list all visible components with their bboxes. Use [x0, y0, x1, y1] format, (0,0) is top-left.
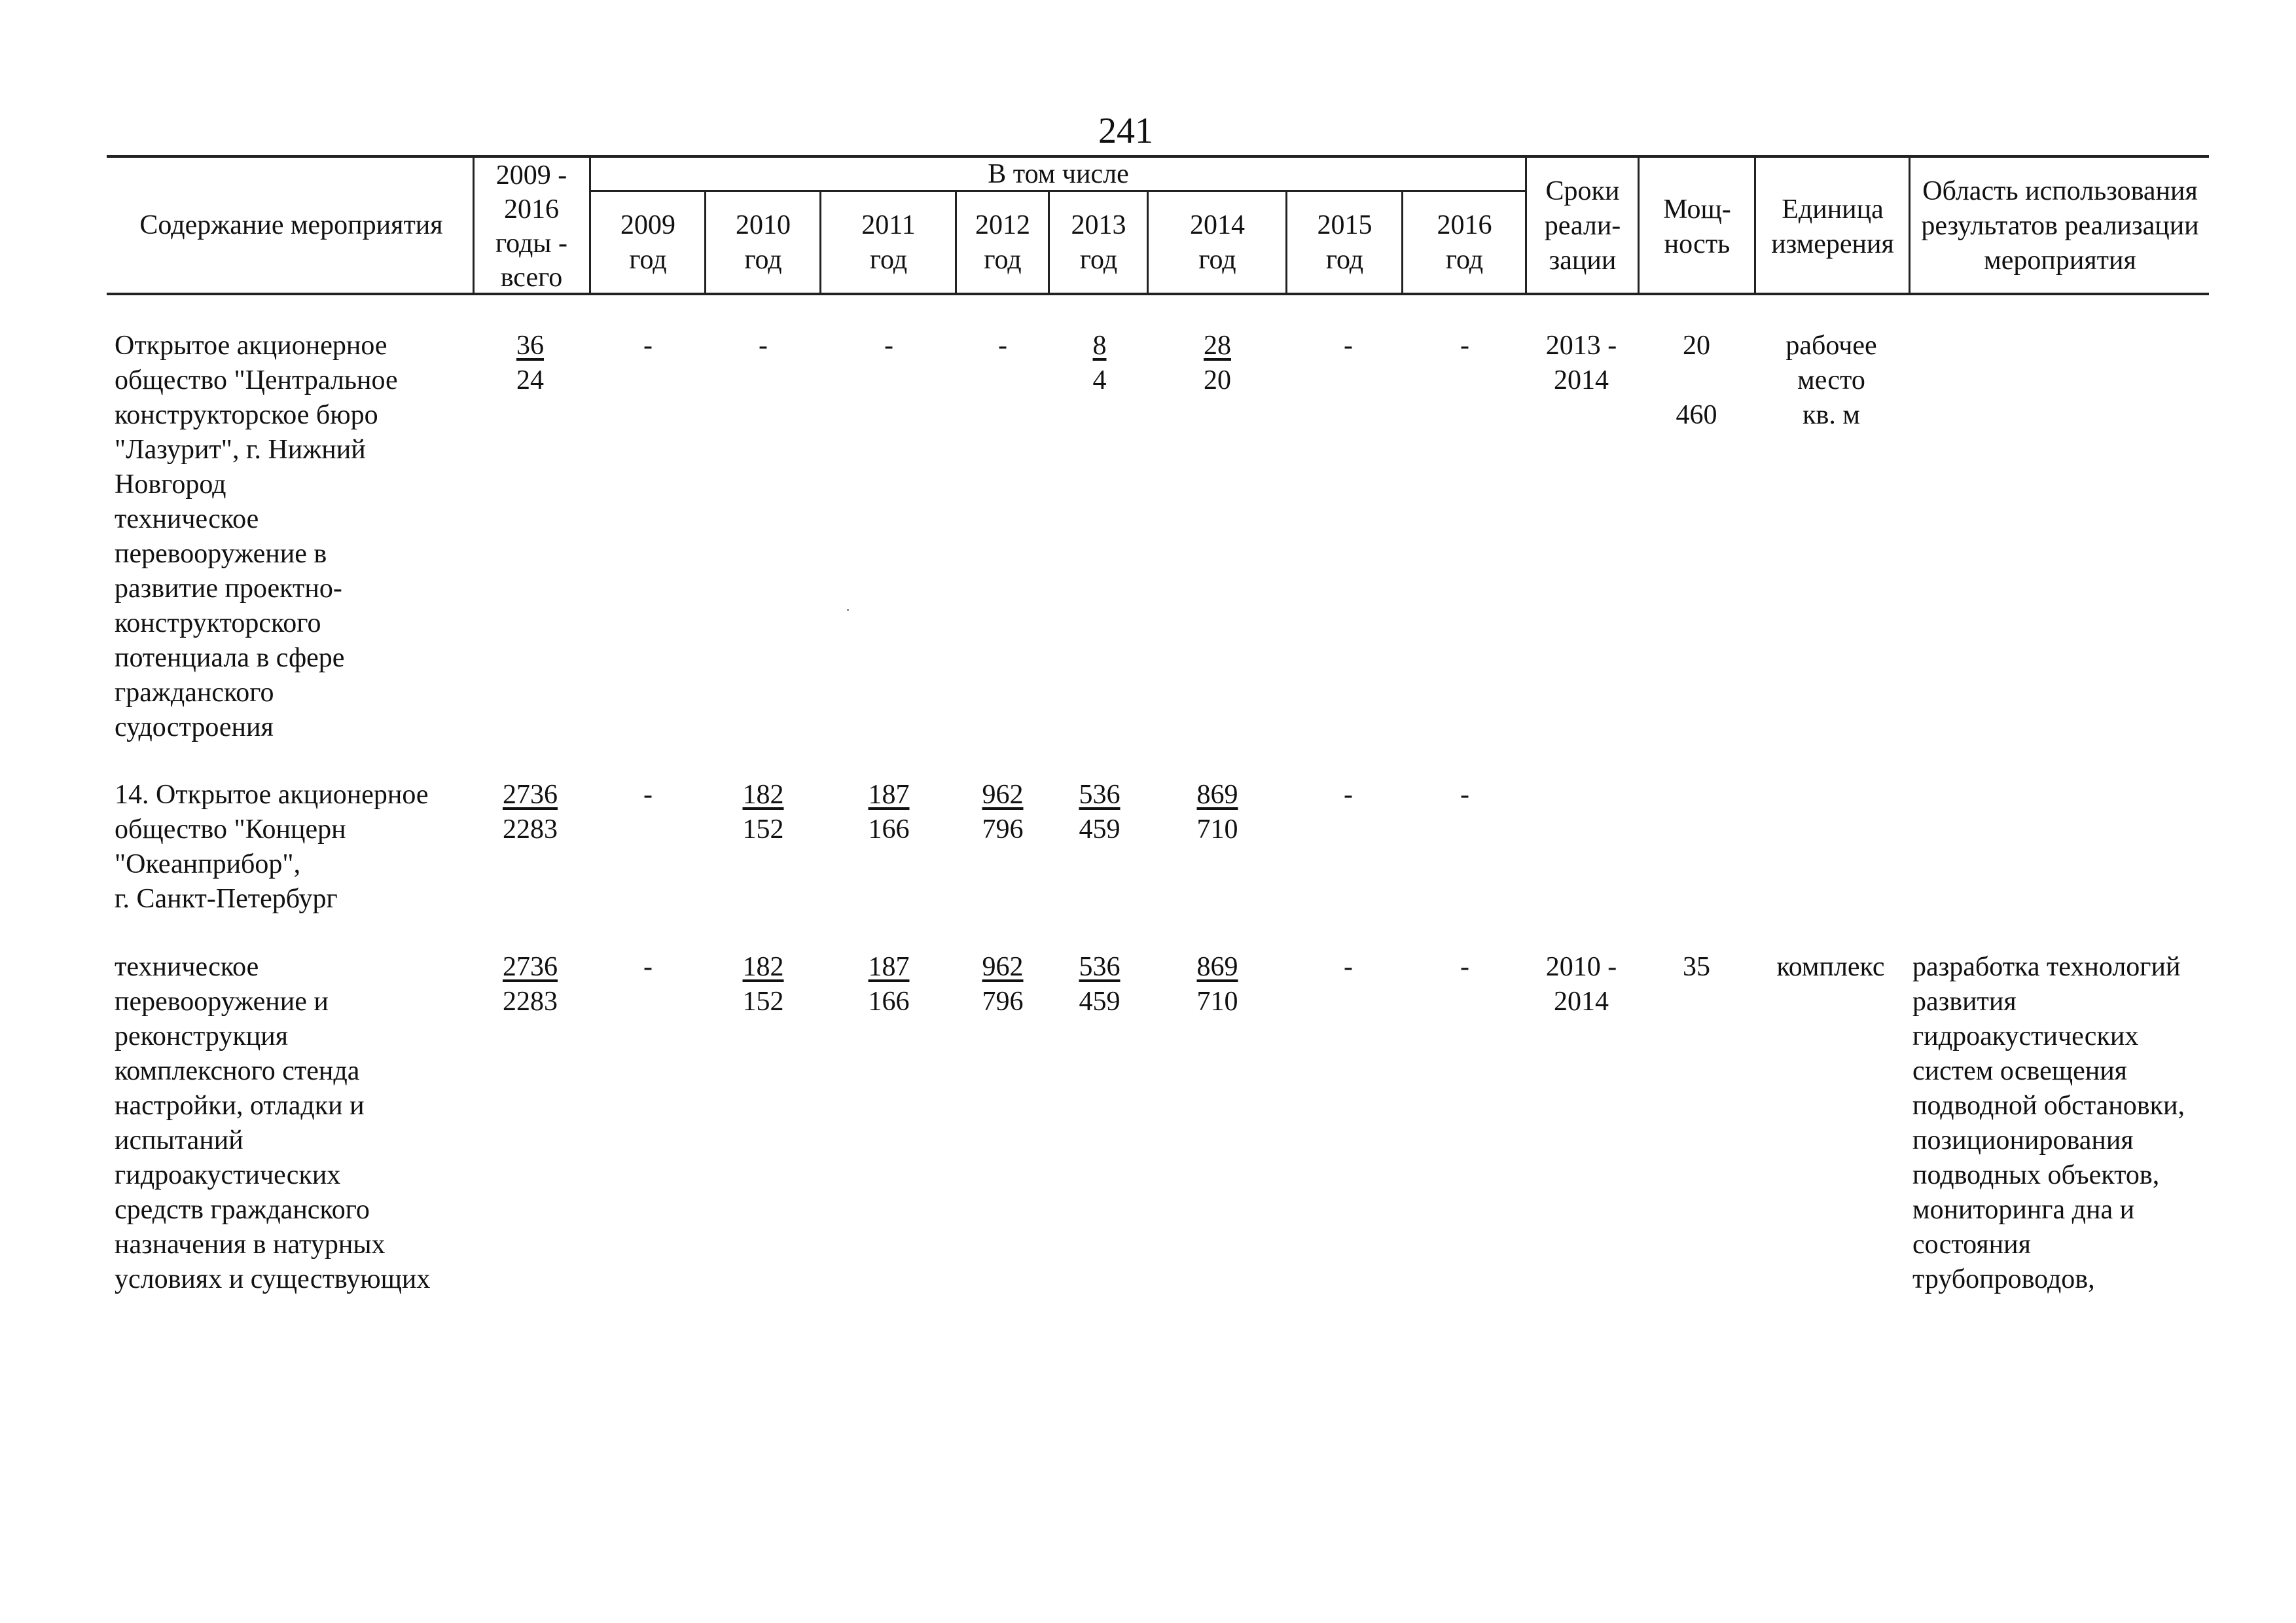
header-divider: [589, 156, 591, 294]
value-bottom: 796: [982, 987, 1024, 1017]
row-content: Открытое акционерное общество "Центральное конструкторское бюро "Лазурит", г. Нижний Новгород техническое перевооружение в развитие проектно- конструкторского потенциала в сфере гражданского судостроения: [115, 331, 398, 742]
value-top: 36: [516, 331, 544, 361]
header-total: 2009 - 2016 годы - всего: [495, 160, 568, 293]
year-label: 2011: [861, 210, 916, 240]
cell-2013: [1054, 778, 1145, 847]
cell-2013: [1054, 950, 1145, 1019]
header-divider: [473, 156, 475, 294]
cell-2011: [843, 778, 935, 847]
scan-speck: [847, 609, 849, 611]
value-bottom: 152: [742, 814, 784, 845]
cell-capacity: 35: [1683, 952, 1710, 982]
header-divider: [1525, 156, 1527, 294]
cell-2014: [1172, 950, 1263, 1019]
header-divider: [1401, 191, 1403, 294]
year-unit: год: [869, 245, 908, 275]
cell-2010: [717, 950, 809, 1019]
cell-2012: [957, 778, 1049, 847]
cell-terms: 2010 - 2014: [1545, 952, 1617, 1017]
cell-2015: -: [1344, 331, 1353, 361]
year-label: 2010: [736, 210, 791, 240]
value-bottom: 2283: [503, 987, 558, 1017]
header-divider: [1285, 191, 1287, 294]
value-top: 536: [1079, 780, 1121, 810]
cell-2011: -: [884, 331, 893, 361]
cell-2010: -: [759, 331, 768, 361]
header-year-2012: [958, 208, 1048, 278]
year-unit: год: [984, 245, 1022, 275]
value-top: 187: [868, 952, 910, 982]
value-bottom: 2283: [503, 814, 558, 845]
value-top: 2736: [503, 952, 558, 982]
cell-2009: -: [643, 780, 653, 810]
row-content: техническое перевооружение и реконструкция комплексного стенда настройки, отладки и испытаний гидроакустических средств гражданского назначения в натурных условиях и существующих: [115, 952, 431, 1294]
year-label: 2013: [1071, 210, 1126, 240]
cell-total: [484, 950, 576, 1019]
cell-2012: -: [998, 331, 1007, 361]
header-terms: Сроки реали- зации: [1544, 176, 1621, 276]
header-divider: [1638, 156, 1640, 294]
header-year-2009: [592, 208, 704, 278]
header-year-2014: [1149, 208, 1285, 278]
value-bottom: 459: [1079, 987, 1121, 1017]
cell-total: [484, 778, 576, 847]
value-bottom: 459: [1079, 814, 1121, 845]
cell-area: разработка технологий развития гидроакустических систем освещения подводной обстановки, позиционирования подводных объектов, мониторинга дна и состояния трубопроводов,: [1912, 952, 2185, 1294]
cell-2009: -: [643, 331, 653, 361]
cell-2009: -: [643, 952, 653, 982]
value-top: 962: [982, 952, 1024, 982]
cell-2015: -: [1344, 952, 1353, 982]
year-unit: год: [1198, 245, 1236, 275]
header-content: Содержание мероприятия: [139, 210, 443, 240]
header-divider: [1909, 156, 1910, 294]
cell-2013: [1054, 329, 1145, 398]
cell-unit: рабочее место кв. м: [1785, 331, 1877, 430]
cell-2014: [1172, 329, 1263, 398]
year-unit: год: [629, 245, 667, 275]
header-divider: [704, 191, 706, 294]
value-top: 869: [1196, 780, 1238, 810]
header-group-label: В том числе: [988, 159, 1129, 189]
cell-total: [484, 329, 576, 398]
value-top: 187: [868, 780, 910, 810]
year-label: 2009: [620, 210, 675, 240]
value-bottom: 166: [868, 987, 910, 1017]
value-top: 8: [1092, 331, 1107, 361]
cell-capacity: 20 460: [1676, 331, 1717, 430]
value-top: 182: [742, 780, 784, 810]
value-bottom: 796: [982, 814, 1024, 845]
value-top: 869: [1196, 952, 1238, 982]
value-bottom: 152: [742, 987, 784, 1017]
table-header-bottom-rule: [107, 293, 2209, 295]
cell-2016: -: [1460, 780, 1469, 810]
cell-2011: [843, 950, 935, 1019]
year-label: 2012: [975, 210, 1030, 240]
value-top: 536: [1079, 952, 1121, 982]
value-bottom: 20: [1204, 365, 1231, 395]
header-unit: Единица измерения: [1771, 194, 1894, 259]
value-bottom: 4: [1092, 365, 1107, 395]
cell-unit: комплекс: [1776, 952, 1885, 982]
value-bottom: 710: [1196, 814, 1238, 845]
value-top: 182: [742, 952, 784, 982]
value-top: 962: [982, 780, 1024, 810]
header-year-2015: [1288, 208, 1401, 278]
year-unit: год: [1325, 245, 1364, 275]
value-bottom: 166: [868, 814, 910, 845]
cell-2014: [1172, 778, 1263, 847]
year-unit: год: [1445, 245, 1484, 275]
header-divider: [1754, 156, 1756, 294]
cell-2012: [957, 950, 1049, 1019]
year-unit: год: [744, 245, 782, 275]
header-year-2010: [707, 208, 819, 278]
cell-2015: -: [1344, 780, 1353, 810]
cell-2016: -: [1460, 331, 1469, 361]
year-label: 2016: [1437, 210, 1492, 240]
cell-2016: -: [1460, 952, 1469, 982]
value-top: 28: [1204, 331, 1231, 361]
header-divider: [1147, 191, 1149, 294]
value-bottom: 710: [1196, 987, 1238, 1017]
header-area: Область использования результатов реализации мероприятия: [1921, 176, 2199, 276]
page-number: 241: [1098, 111, 1153, 151]
value-top: 2736: [503, 780, 558, 810]
header-year-2013: [1050, 208, 1147, 278]
row-content: 14. Открытое акционерное общество "Концерн "Океанприбор", г. Санкт-Петербург: [115, 780, 429, 914]
year-label: 2014: [1190, 210, 1245, 240]
header-year-2011: [822, 208, 955, 278]
cell-terms: 2013 - 2014: [1545, 331, 1617, 395]
year-unit: год: [1079, 245, 1118, 275]
header-capacity: Мощ- ность: [1663, 194, 1731, 259]
year-label: 2015: [1317, 210, 1372, 240]
header-divider: [1048, 191, 1050, 294]
value-bottom: 24: [516, 365, 544, 395]
header-divider: [955, 191, 957, 294]
header-year-2016: [1404, 208, 1525, 278]
header-divider: [819, 191, 821, 294]
cell-2010: [717, 778, 809, 847]
